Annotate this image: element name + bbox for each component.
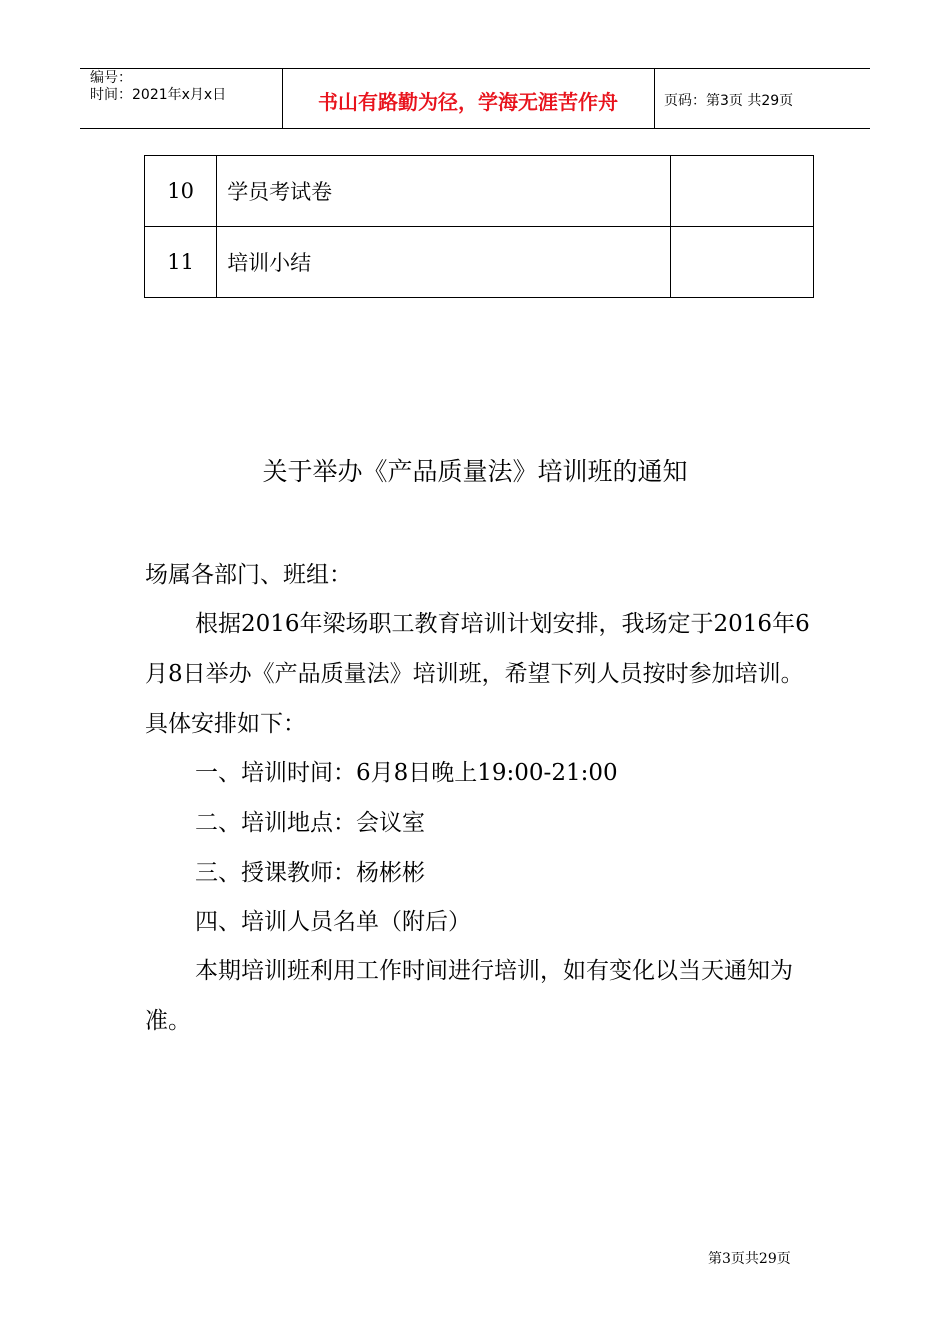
header-motto: 书山有路勤为径，学海无涯苦作舟 <box>318 90 618 114</box>
notice-paragraph-1: 根据2016年梁场职工教育培训计划安排，我场定于2016年6月8日举办《产品质量法》培训班，希望下列人员按时参加培训。具体安排如下： <box>145 611 810 737</box>
notice-item-teacher: 三、授课教师：杨彬彬 <box>195 860 425 886</box>
row-number: 10 <box>145 156 217 227</box>
header-number: 编号： <box>90 70 132 86</box>
header-page-number: 页码：第3页 共29页 <box>664 93 794 109</box>
notice-item-location: 二、培训地点：会议室 <box>195 810 425 836</box>
notice-paragraph-2: 本期培训班利用工作时间进行培训，如有变化以当天通知为准。 <box>145 958 793 1034</box>
header-divider-right <box>654 68 655 128</box>
header-date: 时间：2021年x月x日 <box>90 87 227 103</box>
header-meta <box>90 70 226 104</box>
row-extra <box>670 227 813 298</box>
header-top-rule <box>80 68 870 69</box>
row-name: 学员考试卷 <box>217 156 670 227</box>
materials-table <box>144 155 814 298</box>
row-number: 11 <box>145 227 217 298</box>
notice-item-attendees: 四、培训人员名单（附后） <box>195 909 471 935</box>
notice-title: 关于举办《产品质量法》培训班的通知 <box>262 457 688 486</box>
notice-salutation: 场属各部门、班组： <box>145 562 352 588</box>
notice-item-time: 一、培训时间：6月8日晚上19:00-21:00 <box>195 760 618 786</box>
footer-page-number: 第3页共29页 <box>708 1251 791 1267</box>
row-name: 培训小结 <box>217 227 670 298</box>
table-row <box>145 227 814 298</box>
table-row <box>145 156 814 227</box>
header-bottom-rule <box>80 128 870 129</box>
row-extra <box>670 156 813 227</box>
